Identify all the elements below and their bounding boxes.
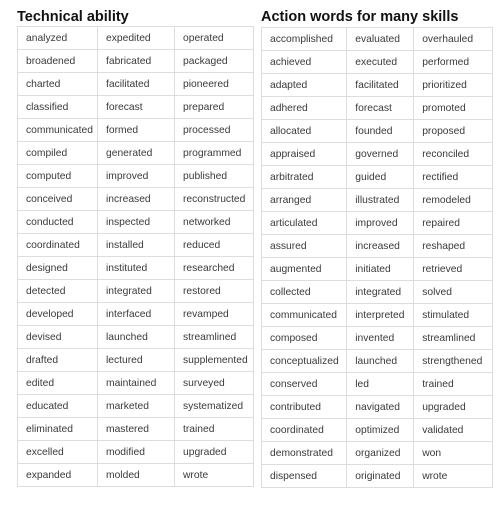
table-cell: navigated xyxy=(347,396,414,419)
table-cell: packaged xyxy=(175,50,254,73)
table-cell: validated xyxy=(414,419,493,442)
table-cell: allocated xyxy=(262,120,347,143)
table-cell: evaluated xyxy=(347,28,414,51)
table-cell: increased xyxy=(347,235,414,258)
table-cell: assured xyxy=(262,235,347,258)
table-cell: designed xyxy=(18,257,98,280)
table-cell: promoted xyxy=(414,97,493,120)
table-cell: upgraded xyxy=(175,441,254,464)
table-cell: repaired xyxy=(414,212,493,235)
table-cell: maintained xyxy=(98,372,175,395)
table-cell: appraised xyxy=(262,143,347,166)
table-cell: organized xyxy=(347,442,414,465)
table-cell: systematized xyxy=(175,395,254,418)
table-row xyxy=(262,235,493,258)
table-cell: reconstructed xyxy=(175,188,254,211)
table-cell: upgraded xyxy=(414,396,493,419)
table-cell: computed xyxy=(18,165,98,188)
table-row xyxy=(18,303,254,326)
table-row xyxy=(18,142,254,165)
table-row xyxy=(262,28,493,51)
table-row xyxy=(262,97,493,120)
table-cell: strengthened xyxy=(414,350,493,373)
table-cell: drafted xyxy=(18,349,98,372)
table-row xyxy=(262,212,493,235)
table-cell: solved xyxy=(414,281,493,304)
table-cell: generated xyxy=(98,142,175,165)
table-cell: reshaped xyxy=(414,235,493,258)
table-row xyxy=(262,373,493,396)
table-cell: developed xyxy=(18,303,98,326)
table-cell: led xyxy=(347,373,414,396)
table-cell: mastered xyxy=(98,418,175,441)
table-cell: reconciled xyxy=(414,143,493,166)
table-cell: accomplished xyxy=(262,28,347,51)
table-cell: broadened xyxy=(18,50,98,73)
table-cell: dispensed xyxy=(262,465,347,488)
table-cell: instituted xyxy=(98,257,175,280)
table-cell: compiled xyxy=(18,142,98,165)
table-cell: conceptualized xyxy=(262,350,347,373)
table-row xyxy=(262,396,493,419)
table-cell: founded xyxy=(347,120,414,143)
table-row xyxy=(18,464,254,487)
table-cell: originated xyxy=(347,465,414,488)
table-row xyxy=(262,120,493,143)
table-cell: devised xyxy=(18,326,98,349)
table-cell: rectified xyxy=(414,166,493,189)
table-row xyxy=(262,350,493,373)
table-cell: performed xyxy=(414,51,493,74)
table-row xyxy=(18,257,254,280)
table-cell: coordinated xyxy=(262,419,347,442)
table-row xyxy=(18,280,254,303)
table-cell: forecast xyxy=(98,96,175,119)
table-row xyxy=(18,27,254,50)
table-row xyxy=(262,166,493,189)
table-cell: invented xyxy=(347,327,414,350)
table-cell: educated xyxy=(18,395,98,418)
table-cell: wrote xyxy=(175,464,254,487)
table-cell: retrieved xyxy=(414,258,493,281)
table-cell: won xyxy=(414,442,493,465)
table-cell: adapted xyxy=(262,74,347,97)
table-cell: contributed xyxy=(262,396,347,419)
table-cell: coordinated xyxy=(18,234,98,257)
table-cell: guided xyxy=(347,166,414,189)
table-row xyxy=(262,189,493,212)
table-row xyxy=(262,442,493,465)
table-cell: remodeled xyxy=(414,189,493,212)
table-cell: collected xyxy=(262,281,347,304)
table-cell: adhered xyxy=(262,97,347,120)
table-row xyxy=(262,74,493,97)
table-row xyxy=(18,349,254,372)
table-cell: conducted xyxy=(18,211,98,234)
table-row xyxy=(18,50,254,73)
table-cell: researched xyxy=(175,257,254,280)
table-cell: reduced xyxy=(175,234,254,257)
table-cell: inspected xyxy=(98,211,175,234)
table-row xyxy=(18,73,254,96)
table-row xyxy=(18,211,254,234)
table-cell: arbitrated xyxy=(262,166,347,189)
table-cell: expanded xyxy=(18,464,98,487)
table-row xyxy=(18,395,254,418)
table-cell: detected xyxy=(18,280,98,303)
table-cell: arranged xyxy=(262,189,347,212)
table-cell: modified xyxy=(98,441,175,464)
table-cell: interfaced xyxy=(98,303,175,326)
table-cell: communicated xyxy=(18,119,98,142)
table-cell: marketed xyxy=(98,395,175,418)
table-cell: facilitated xyxy=(98,73,175,96)
table-row xyxy=(262,143,493,166)
table-cell: demonstrated xyxy=(262,442,347,465)
action-words-title: Action words for many skills xyxy=(261,9,459,25)
table-cell: revamped xyxy=(175,303,254,326)
table-cell: integrated xyxy=(347,281,414,304)
table-cell: launched xyxy=(347,350,414,373)
table-cell: integrated xyxy=(98,280,175,303)
table-cell: eliminated xyxy=(18,418,98,441)
table-row xyxy=(18,234,254,257)
table-row xyxy=(18,418,254,441)
table-cell: increased xyxy=(98,188,175,211)
table-cell: surveyed xyxy=(175,372,254,395)
action-words-table xyxy=(261,27,493,488)
table-cell: prepared xyxy=(175,96,254,119)
table-cell: forecast xyxy=(347,97,414,120)
table-cell: augmented xyxy=(262,258,347,281)
table-row xyxy=(262,258,493,281)
technical-ability-table xyxy=(17,26,254,487)
table-cell: pioneered xyxy=(175,73,254,96)
table-cell: improved xyxy=(347,212,414,235)
table-row xyxy=(18,441,254,464)
table-cell: operated xyxy=(175,27,254,50)
table-cell: conserved xyxy=(262,373,347,396)
table-row xyxy=(262,327,493,350)
table-cell: published xyxy=(175,165,254,188)
table-row xyxy=(18,165,254,188)
table-row xyxy=(262,51,493,74)
table-row xyxy=(18,188,254,211)
table-cell: restored xyxy=(175,280,254,303)
table-row xyxy=(262,419,493,442)
table-row xyxy=(18,119,254,142)
table-row xyxy=(18,326,254,349)
table-row xyxy=(262,281,493,304)
table-cell: improved xyxy=(98,165,175,188)
table-cell: networked xyxy=(175,211,254,234)
table-cell: optimized xyxy=(347,419,414,442)
table-row xyxy=(18,96,254,119)
table-cell: streamlined xyxy=(414,327,493,350)
table-cell: executed xyxy=(347,51,414,74)
table-cell: streamlined xyxy=(175,326,254,349)
table-cell: governed xyxy=(347,143,414,166)
table-cell: programmed xyxy=(175,142,254,165)
table-cell: communicated xyxy=(262,304,347,327)
table-cell: articulated xyxy=(262,212,347,235)
table-cell: trained xyxy=(175,418,254,441)
table-cell: supplemented xyxy=(175,349,254,372)
table-cell: launched xyxy=(98,326,175,349)
table-row xyxy=(18,372,254,395)
table-cell: charted xyxy=(18,73,98,96)
table-cell: achieved xyxy=(262,51,347,74)
table-cell: proposed xyxy=(414,120,493,143)
table-cell: facilitated xyxy=(347,74,414,97)
table-cell: wrote xyxy=(414,465,493,488)
table-cell: overhauled xyxy=(414,28,493,51)
table-cell: molded xyxy=(98,464,175,487)
table-row xyxy=(262,465,493,488)
technical-ability-title: Technical ability xyxy=(17,9,129,25)
table-row xyxy=(262,304,493,327)
table-cell: interpreted xyxy=(347,304,414,327)
table-cell: prioritized xyxy=(414,74,493,97)
table-cell: fabricated xyxy=(98,50,175,73)
table-cell: edited xyxy=(18,372,98,395)
table-cell: composed xyxy=(262,327,347,350)
table-cell: initiated xyxy=(347,258,414,281)
table-cell: expedited xyxy=(98,27,175,50)
table-cell: illustrated xyxy=(347,189,414,212)
table-cell: processed xyxy=(175,119,254,142)
table-cell: stimulated xyxy=(414,304,493,327)
table-cell: conceived xyxy=(18,188,98,211)
table-cell: installed xyxy=(98,234,175,257)
table-cell: trained xyxy=(414,373,493,396)
table-cell: classified xyxy=(18,96,98,119)
table-cell: formed xyxy=(98,119,175,142)
table-cell: analyzed xyxy=(18,27,98,50)
table-cell: lectured xyxy=(98,349,175,372)
table-cell: excelled xyxy=(18,441,98,464)
